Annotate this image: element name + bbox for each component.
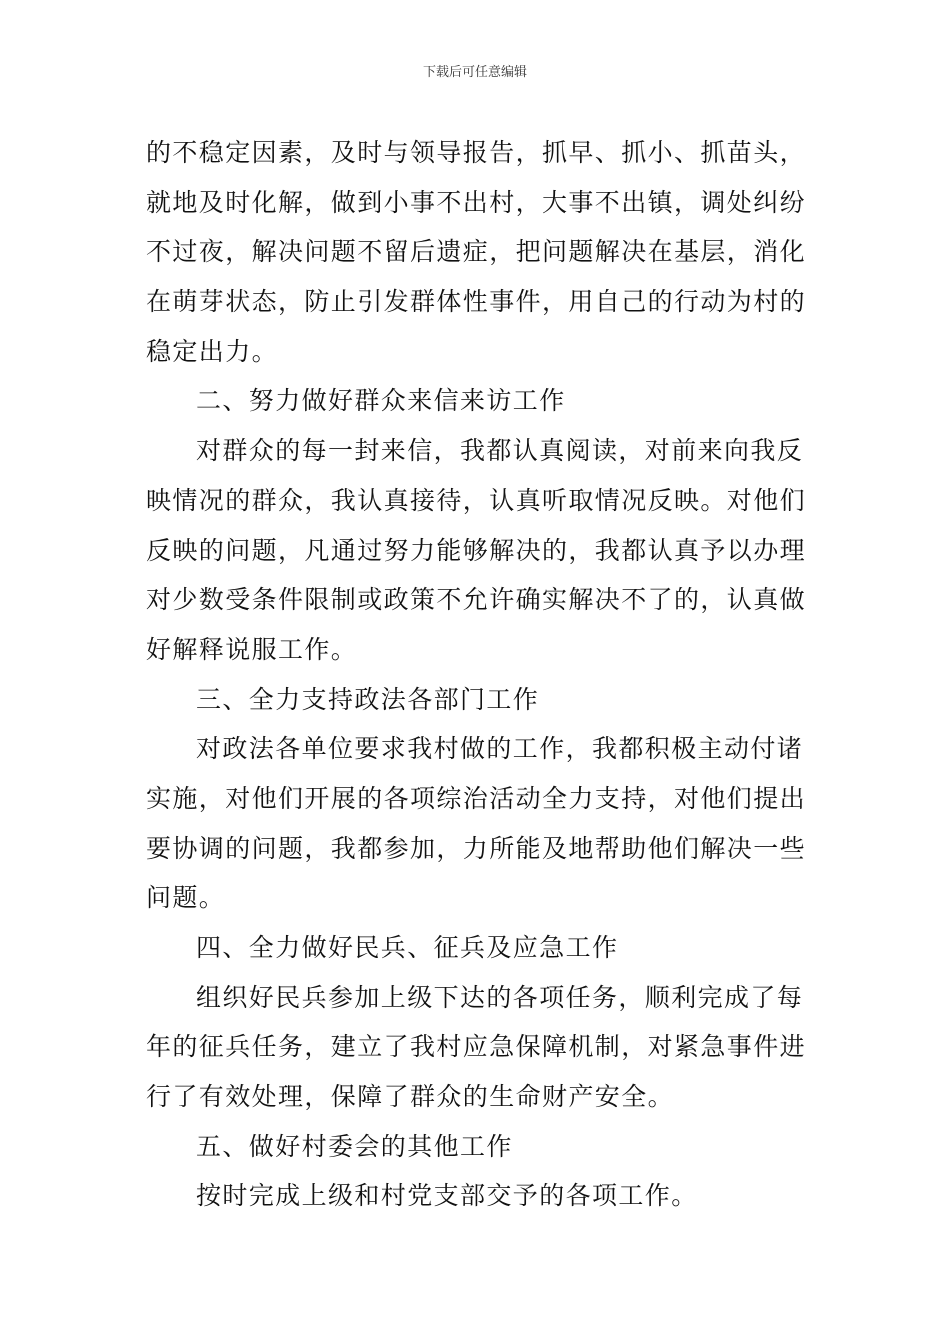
text-line: 对政法各单位要求我村做的工作，我都积极主动付诸 (196, 734, 804, 764)
text-line: 组织好民兵参加上级下达的各项任务，顺利完成了每 (196, 982, 804, 1012)
section-heading-5 (146, 1122, 806, 1172)
text-line: 行了有效处理，保障了群众的生命财产安全。 (146, 1082, 675, 1112)
header-note: 下载后可任意编辑 (422, 65, 527, 80)
heading-line: 五、做好村委会的其他工作 (196, 1131, 513, 1161)
document-body (146, 128, 806, 1221)
text-line: 就地及时化解，做到小事不出村，大事不出镇，调处纠纷 (146, 187, 806, 217)
text-line: 反映的问题，凡通过努力能够解决的，我都认真予以办理 (146, 535, 806, 565)
text-line: 对少数受条件限制或政策不允许确实解决不了的，认真做 (146, 585, 806, 615)
text-line: 对群众的每一封来信，我都认真阅读，对前来向我反 (196, 436, 804, 466)
text-line: 要协调的问题，我都参加，力所能及地帮助他们解决一些 (146, 833, 806, 863)
heading-line: 二、努力做好群众来信来访工作 (196, 386, 566, 416)
text-line: 好解释说服工作。 (146, 634, 358, 664)
paragraph-legal-support (146, 724, 806, 923)
text-line: 年的征兵任务，建立了我村应急保障机制，对紧急事件进 (146, 1032, 806, 1062)
text-line: 实施，对他们开展的各项综治活动全力支持，对他们提出 (146, 783, 806, 813)
section-heading-2 (146, 376, 806, 426)
text-line: 按时完成上级和村党支部交予的各项工作。 (196, 1181, 698, 1211)
text-line: 稳定出力。 (146, 336, 279, 366)
section-heading-3 (146, 675, 806, 725)
paragraph-letters-visits (146, 426, 806, 674)
text-line: 映情况的群众，我认真接待，认真听取情况反映。对他们 (146, 485, 806, 515)
section-heading-4 (146, 923, 806, 973)
paragraph-continuation (146, 128, 806, 376)
text-line: 问题。 (146, 883, 226, 913)
text-line: 在萌芽状态，防止引发群体性事件，用自己的行动为村的 (146, 287, 806, 317)
paragraph-militia (146, 973, 806, 1122)
heading-line: 三、全力支持政法各部门工作 (196, 684, 540, 714)
text-line: 的不稳定因素，及时与领导报告，抓早、抓小、抓苗头， (146, 138, 806, 167)
text-line: 不过夜，解决问题不留后遗症，把问题解决在基层，消化 (146, 237, 806, 267)
paragraph-other-work (146, 1171, 806, 1221)
heading-line: 四、全力做好民兵、征兵及应急工作 (196, 933, 619, 962)
